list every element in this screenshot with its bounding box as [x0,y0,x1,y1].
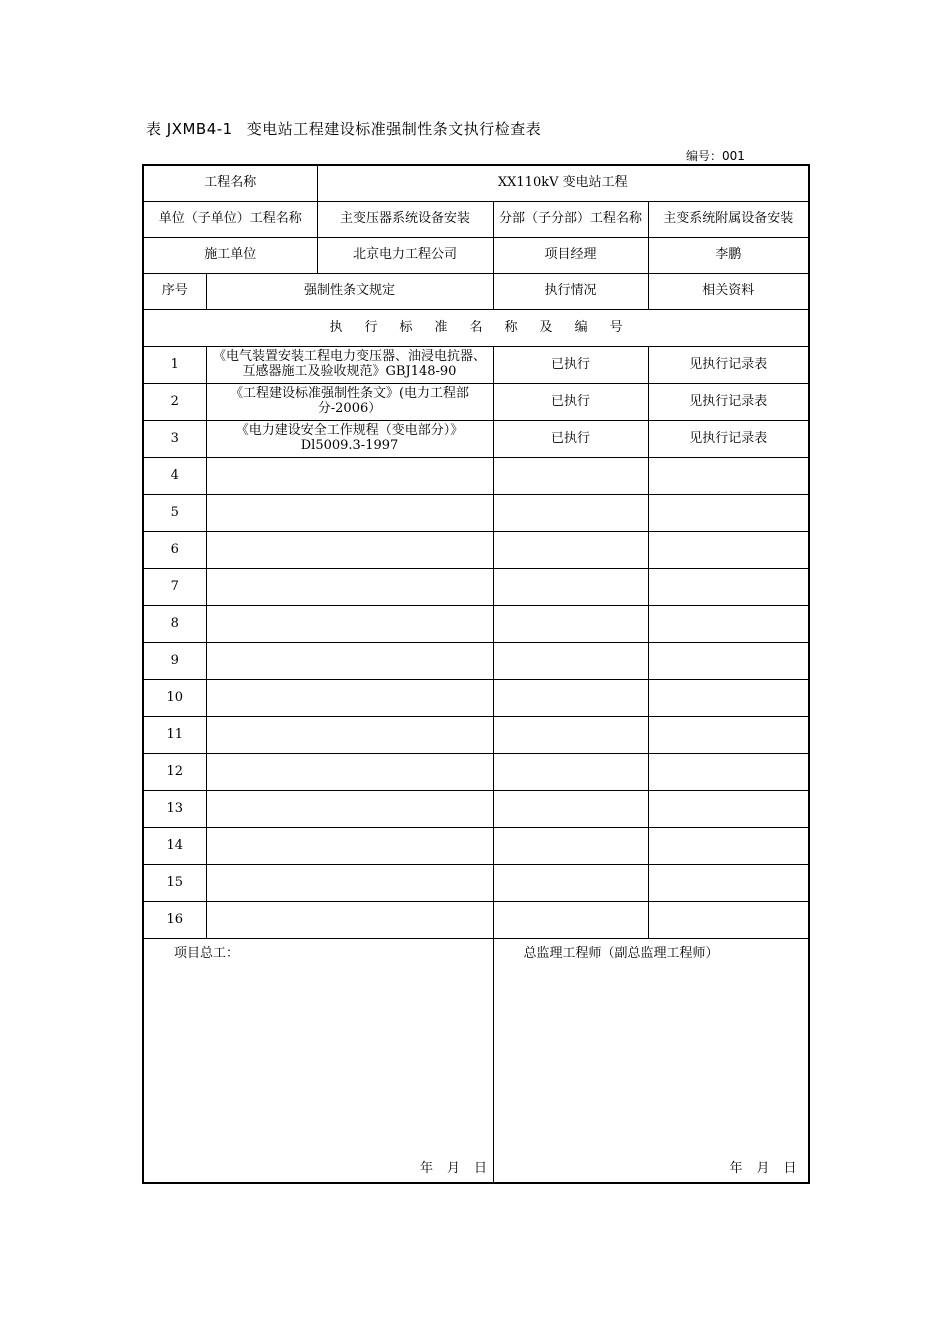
row-docs [648,865,809,902]
row-status [493,458,648,495]
row-seq: 16 [143,902,206,939]
row-status [493,606,648,643]
row-rule [206,902,493,939]
table-row [143,717,809,754]
row-status [493,643,648,680]
row-docs [648,754,809,791]
row-seq: 1 [143,347,206,384]
row-rule [206,717,493,754]
project-name-value: XX110kV 变电站工程 [317,165,809,202]
row-rule [206,865,493,902]
row-seq: 2 [143,384,206,421]
row-seq: 13 [143,791,206,828]
row-seq: 4 [143,458,206,495]
table-row [143,458,809,495]
row-docs [648,458,809,495]
contractor-row [143,238,809,274]
contractor-label: 施工单位 [143,238,317,274]
unit-row [143,202,809,238]
date-year: 年 [420,1160,434,1176]
col-seq-header: 序号 [143,274,206,310]
form-code: 表 JXMB4-1 [146,120,233,138]
left-date [406,1162,487,1176]
row-rule [206,606,493,643]
row-docs: 见执行记录表 [648,384,809,421]
table-row [143,828,809,865]
row-rule [206,828,493,865]
table-row [143,606,809,643]
row-seq: 6 [143,532,206,569]
row-status [493,495,648,532]
row-docs [648,680,809,717]
row-docs: 见执行记录表 [648,421,809,458]
date-day: 日 [783,1160,797,1176]
date-year: 年 [729,1160,743,1176]
project-name-row [143,165,809,202]
date-day: 日 [474,1160,488,1176]
row-status [493,754,648,791]
table-row [143,532,809,569]
row-rule: 《工程建设标准强制性条文》(电力工程部分-2006） [206,384,493,421]
section-heading [143,310,809,347]
row-rule [206,643,493,680]
row-rule [206,495,493,532]
col-status-header: 执行情况 [493,274,648,310]
form-title: 变电站工程建设标准强制性条文执行检查表 [246,120,542,138]
date-month: 月 [756,1160,770,1176]
inspection-table [142,164,810,1184]
unit-value: 主变压器系统设备安装 [317,202,493,238]
unit-label: 单位（子单位）工程名称 [143,202,317,238]
row-docs: 见执行记录表 [648,347,809,384]
table-row [143,421,809,458]
section-heading-char: 称 [504,319,518,335]
row-seq: 8 [143,606,206,643]
row-status [493,865,648,902]
table-row [143,865,809,902]
row-docs [648,717,809,754]
section-heading-char: 名 [469,319,483,335]
row-seq: 5 [143,495,206,532]
section-heading-char: 执 [329,319,343,335]
section-heading-char: 及 [539,319,553,335]
column-header-row [143,274,809,310]
data-rows [143,347,809,939]
row-docs [648,532,809,569]
contractor-value: 北京电力工程公司 [317,238,493,274]
page-title [146,118,541,139]
right-date [716,1162,797,1176]
section-heading-row [143,310,809,347]
row-status: 已执行 [493,347,648,384]
table-row [143,643,809,680]
row-seq: 15 [143,865,206,902]
manager-value: 李鹏 [648,238,809,274]
row-status [493,532,648,569]
project-chief-engineer-label: 项目总工： [174,946,240,961]
row-rule [206,458,493,495]
row-docs [648,828,809,865]
row-docs [648,606,809,643]
right-signature-cell [493,939,809,1184]
row-rule [206,791,493,828]
table-row [143,754,809,791]
row-rule [206,532,493,569]
row-status: 已执行 [493,384,648,421]
manager-label: 项目经理 [493,238,648,274]
document-number: 编号：001 [686,149,745,163]
row-seq: 10 [143,680,206,717]
left-signature-cell [143,939,493,1184]
row-status [493,680,648,717]
row-docs [648,495,809,532]
row-rule: 《电气装置安装工程电力变压器、油浸电抗器、互感器施工及验收规范》GBJ148-90 [206,347,493,384]
section-heading-char: 标 [399,319,413,335]
table-row [143,791,809,828]
row-rule [206,680,493,717]
row-docs [648,902,809,939]
row-docs [648,569,809,606]
row-seq: 11 [143,717,206,754]
signature-row [143,939,809,1184]
project-name-label: 工程名称 [143,165,317,202]
row-status: 已执行 [493,421,648,458]
table-row [143,495,809,532]
row-status [493,902,648,939]
row-rule [206,569,493,606]
table-row [143,680,809,717]
section-heading-char: 号 [609,319,623,335]
table-row [143,902,809,939]
row-docs [648,791,809,828]
chief-supervisor-label: 总监理工程师（副总监理工程师） [523,946,719,961]
subdivision-label: 分部（子分部）工程名称 [493,202,648,238]
row-seq: 9 [143,643,206,680]
row-status [493,828,648,865]
col-docs-header: 相关资料 [648,274,809,310]
row-docs [648,643,809,680]
row-rule [206,754,493,791]
row-status [493,569,648,606]
table-row [143,384,809,421]
subdivision-value: 主变系统附属设备安装 [648,202,809,238]
row-seq: 3 [143,421,206,458]
row-rule: 《电力建设安全工作规程（变电部分）》Dl5009.3-1997 [206,421,493,458]
row-seq: 7 [143,569,206,606]
table-row [143,569,809,606]
section-heading-char: 编 [574,319,588,335]
row-status [493,791,648,828]
section-heading-char: 行 [364,319,378,335]
table-row [143,347,809,384]
date-month: 月 [447,1160,461,1176]
col-rule-header: 强制性条文规定 [206,274,493,310]
section-heading-char: 准 [434,319,448,335]
row-status [493,717,648,754]
row-seq: 12 [143,754,206,791]
row-seq: 14 [143,828,206,865]
